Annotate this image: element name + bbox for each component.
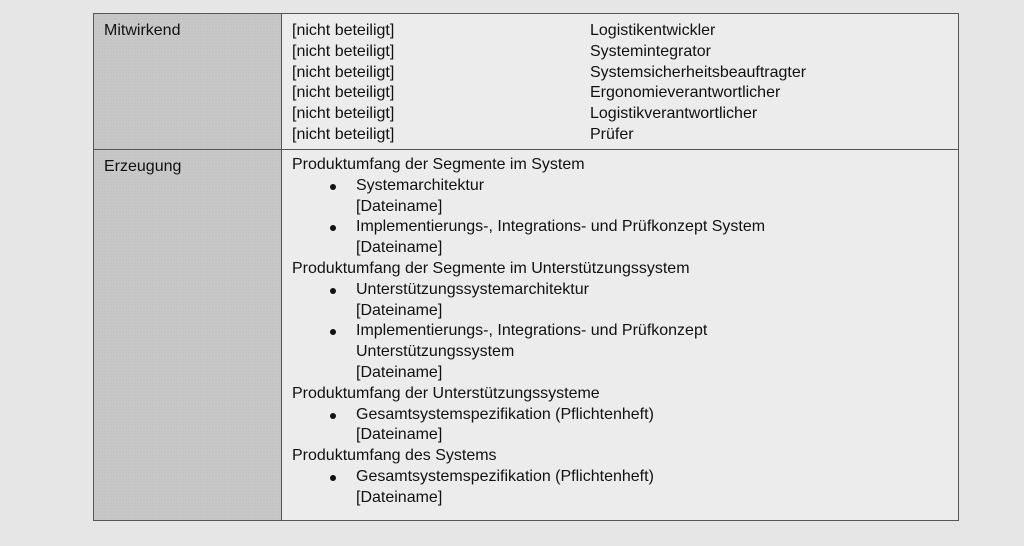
product-scope-list — [282, 150, 958, 509]
participation-status: [nicht beteiligt] — [292, 125, 395, 143]
row-label: Erzeugung — [104, 158, 182, 175]
product-title: Gesamtsystemspezifikation (Pflichtenheft) — [356, 467, 654, 485]
file-name: [Dateiname] — [356, 488, 443, 506]
list-item — [330, 176, 958, 218]
label-cell-erzeugung — [94, 150, 282, 521]
group-title: Produktumfang des Systems — [292, 447, 497, 465]
row-label: Mitwirkend — [104, 22, 181, 39]
label-cell-mitwirkend — [94, 14, 282, 150]
document-table — [93, 13, 959, 521]
content-cell-mitwirkend — [282, 14, 959, 150]
file-name: [Dateiname] — [356, 363, 443, 381]
file-name: [Dateiname] — [356, 426, 443, 444]
role-name: Logistikverantwortlicher — [590, 105, 758, 123]
list-item — [330, 405, 958, 447]
role-name: Prüfer — [590, 125, 634, 143]
product-title: Gesamtsystemspezifikation (Pflichtenheft) — [356, 405, 654, 423]
participation-status: [nicht beteiligt] — [292, 42, 395, 60]
bullet-list — [292, 280, 958, 384]
list-item — [330, 280, 958, 322]
participation-status: [nicht beteiligt] — [292, 84, 395, 102]
group-title: Produktumfang der Unterstützungssysteme — [292, 384, 600, 402]
content-cell-erzeugung — [282, 150, 959, 521]
list-item — [330, 217, 958, 259]
participation-status: [nicht beteiligt] — [292, 105, 395, 123]
participation-status: [nicht beteiligt] — [292, 63, 395, 81]
bullet-list — [292, 176, 958, 259]
file-name: [Dateiname] — [356, 301, 443, 319]
bullet-list — [292, 467, 958, 509]
row-mitwirkend — [94, 14, 959, 150]
list-item — [330, 467, 958, 509]
product-title: Unterstützungssystemarchitektur — [356, 280, 589, 298]
group-title: Produktumfang der Segmente im System — [292, 156, 585, 173]
row-erzeugung — [94, 150, 959, 521]
role-name: Systemsicherheitsbeauftragter — [590, 63, 807, 81]
participant-grid — [282, 14, 958, 146]
product-title-continued: Unterstützungssystem — [356, 343, 515, 361]
product-title: Systemarchitektur — [356, 176, 485, 194]
role-name: Logistikentwickler — [590, 22, 716, 39]
file-name: [Dateiname] — [356, 239, 443, 257]
product-title: Implementierungs-, Integrations- und Prüfkonzept System — [356, 218, 766, 236]
participation-status: [nicht beteiligt] — [292, 22, 395, 39]
role-name: Systemintegrator — [590, 42, 711, 60]
bullet-list — [292, 405, 958, 447]
role-name: Ergonomieverantwortlicher — [590, 84, 781, 102]
list-item — [330, 321, 958, 383]
group-title: Produktumfang der Segmente im Unterstützungssystem — [292, 259, 690, 277]
product-title: Implementierungs-, Integrations- und Prüfkonzept — [356, 322, 708, 340]
file-name: [Dateiname] — [356, 197, 443, 215]
